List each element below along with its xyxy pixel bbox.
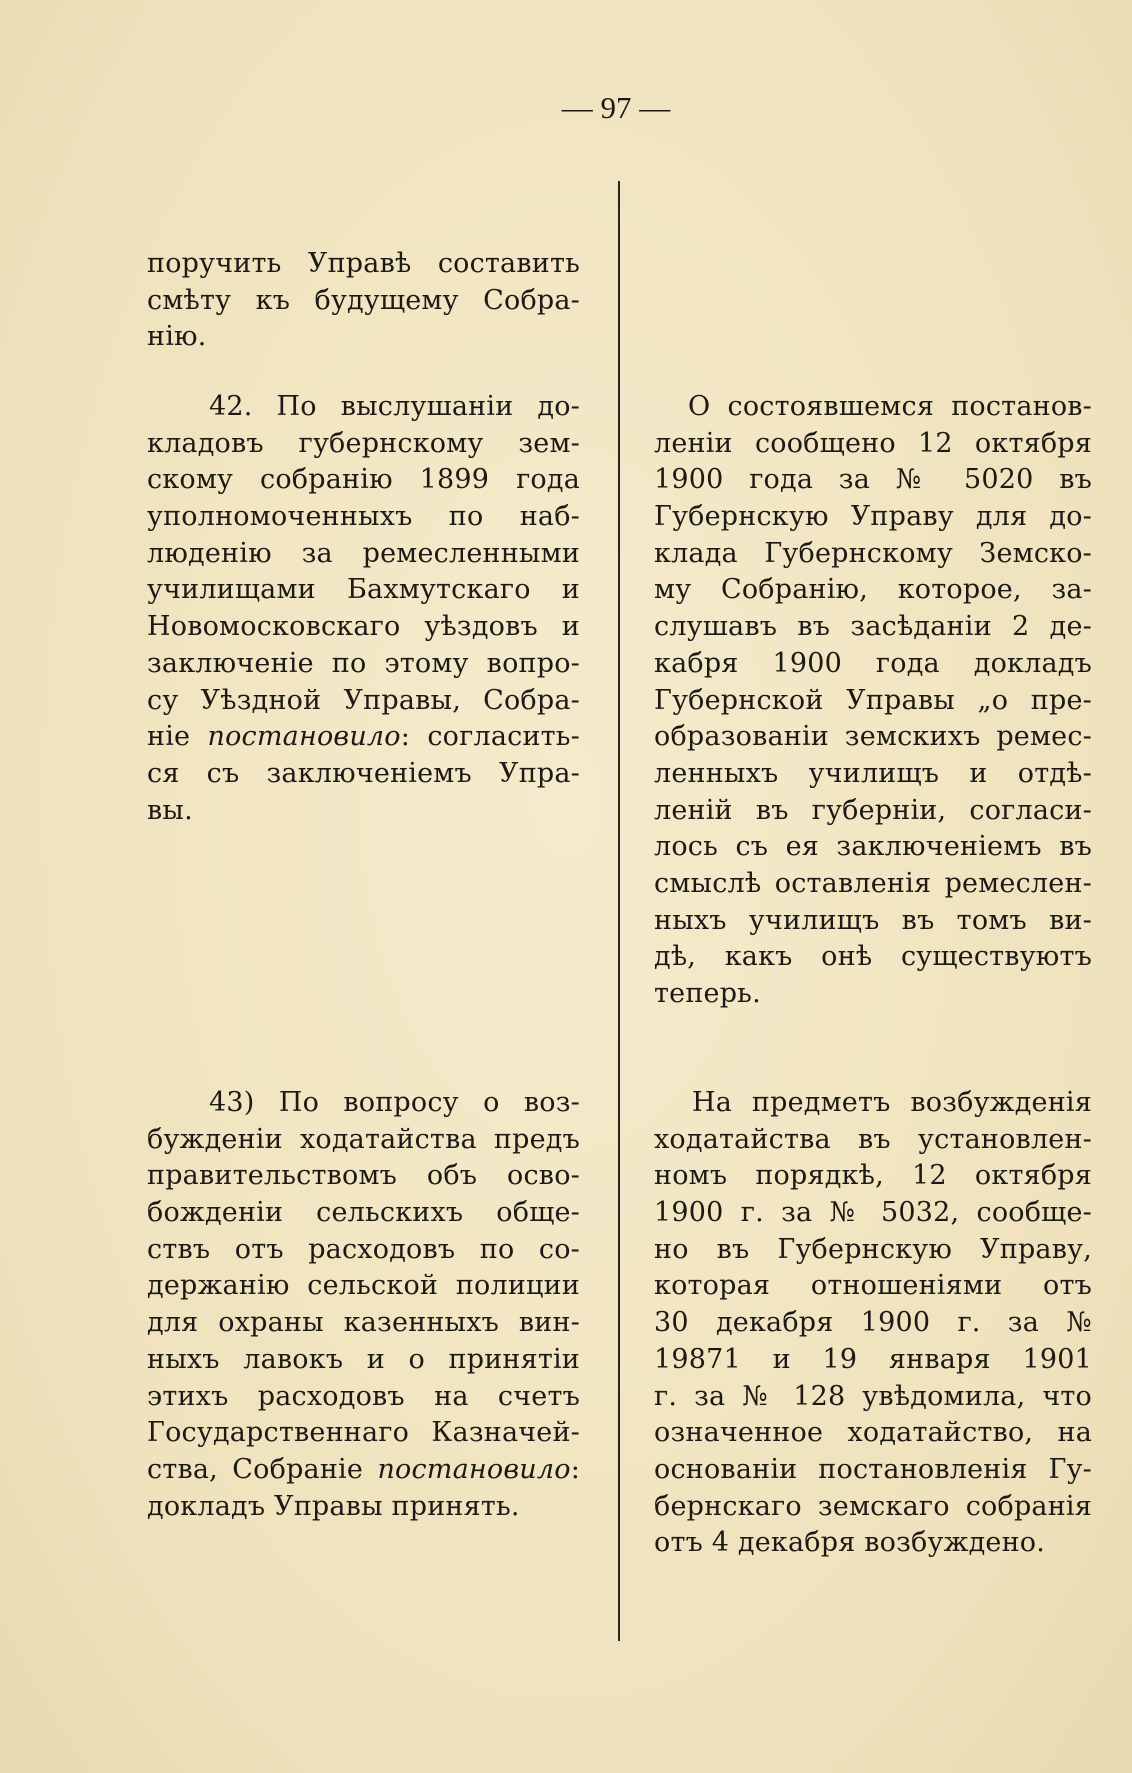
text-line: правительствомъ объ осво- bbox=[147, 1160, 580, 1192]
text-line: 1900 года за № 5020 въ bbox=[654, 464, 1092, 496]
text-line: смыслѣ оставленiя ремеслен- bbox=[654, 867, 1092, 899]
text-line: су Уѣздной Управы, Собра- bbox=[147, 684, 580, 716]
text-line: 30 декабря 1900 г. за № bbox=[654, 1307, 1092, 1339]
text-line: бужденiи ходатайства предъ bbox=[147, 1123, 580, 1155]
italic-term: постановило bbox=[377, 1453, 571, 1485]
left-paragraph-42 bbox=[147, 389, 580, 829]
text-line: уполномоченныхъ по наб- bbox=[147, 501, 580, 533]
text-line: ныхъ лавокъ и о принятiи bbox=[147, 1343, 580, 1375]
text-line: докладъ Управы принять. bbox=[147, 1490, 520, 1522]
right-paragraph-resolution-42 bbox=[654, 389, 1092, 1013]
text-line: вы. bbox=[147, 794, 193, 826]
text-segment: нiе bbox=[147, 721, 208, 753]
text-line: Губернскую Управу для до- bbox=[654, 501, 1092, 533]
text-line: номъ порядкѣ, 12 октября bbox=[654, 1160, 1092, 1192]
left-paragraph-continuation bbox=[147, 246, 580, 356]
text-line: кабря 1900 года докладъ bbox=[654, 647, 1092, 679]
text-line: образованiи земскихъ ремес- bbox=[654, 721, 1092, 753]
text-line: этихъ расходовъ на счетъ bbox=[147, 1380, 580, 1412]
page-number: — 97 — bbox=[561, 90, 671, 125]
text-line: ленiи сообщено 12 октября bbox=[654, 427, 1092, 459]
text-line: ленiй въ губернiи, согласи- bbox=[654, 794, 1092, 826]
text-line: Новомосковскаго уѣздовъ и bbox=[147, 611, 580, 643]
left-paragraph-43 bbox=[147, 1085, 580, 1525]
text-line: держанiю сельской полиции bbox=[147, 1270, 580, 1302]
text-line: О состоявшемся постанов- bbox=[688, 391, 1092, 422]
text-line: му Собранiю, которое, за- bbox=[654, 574, 1092, 606]
text-line: слушавъ въ засѣданiи 2 де- bbox=[654, 611, 1092, 643]
italic-term: постановило bbox=[207, 721, 401, 753]
text-line: ся съ заключенiемъ Упра- bbox=[147, 757, 580, 789]
text-line: дѣ, какъ онѣ существуютъ bbox=[654, 941, 1092, 973]
text-line: божденiи сельскихъ обще- bbox=[147, 1197, 580, 1229]
text-segment: : согласить- bbox=[400, 721, 580, 753]
text-line: г. за № 128 увѣдомила, что bbox=[654, 1380, 1092, 1412]
text-line: ствъ отъ расходовъ по со- bbox=[147, 1233, 580, 1265]
text-line: училищами Бахмутскаго и bbox=[147, 574, 580, 606]
text-line: Государственнаго Казначей- bbox=[147, 1417, 580, 1449]
text-line: 43) По вопросу о воз- bbox=[209, 1087, 580, 1118]
text-line: означенное ходатайство, на bbox=[654, 1417, 1092, 1449]
text-line: бернскаго земскаго собранiя bbox=[654, 1490, 1092, 1522]
text-line: Губернской Управы „о пре- bbox=[654, 684, 1092, 716]
text-line: 1900 г. за № 5032, сообще- bbox=[654, 1197, 1092, 1229]
text-segment: : bbox=[570, 1453, 580, 1485]
text-line: ныхъ училищъ въ томъ ви- bbox=[654, 904, 1092, 936]
text-line: смѣту къ будущему Собра- bbox=[147, 284, 580, 316]
text-line: ходатайства въ установлен- bbox=[654, 1123, 1092, 1155]
text-line bbox=[147, 1452, 580, 1489]
text-line: кладовъ губернскому зем- bbox=[147, 427, 580, 459]
text-line: клада Губернскому Земско- bbox=[654, 537, 1092, 569]
text-line: На предметъ возбужденiя bbox=[692, 1087, 1092, 1118]
text-line: основанiи постановленiя Гу- bbox=[654, 1453, 1092, 1485]
column-divider bbox=[618, 181, 620, 1641]
text-line: теперь. bbox=[654, 978, 761, 1009]
text-line: люденiю за ремесленными bbox=[147, 537, 580, 569]
text-line: нiю. bbox=[147, 321, 207, 353]
text-line bbox=[147, 719, 580, 756]
text-line: для охраны казенныхъ вин- bbox=[147, 1307, 580, 1339]
text-line: скому собранiю 1899 года bbox=[147, 464, 580, 496]
text-line: ленныхъ училищъ и отдѣ- bbox=[654, 757, 1092, 789]
text-line: 19871 и 19 января 1901 bbox=[654, 1343, 1092, 1375]
text-line: которая отношенiями отъ bbox=[654, 1270, 1092, 1302]
text-line: 42. По выслушанiи до- bbox=[209, 391, 580, 422]
text-line: но въ Губернскую Управу, bbox=[654, 1233, 1092, 1265]
text-line: заключенiе по этому вопро- bbox=[147, 647, 580, 679]
text-segment: ства, Собранiе bbox=[147, 1453, 378, 1485]
text-line: лось съ ея заключенiемъ въ bbox=[654, 831, 1092, 863]
right-paragraph-resolution-43 bbox=[654, 1085, 1092, 1562]
text-line: отъ 4 декабря возбуждено. bbox=[654, 1527, 1046, 1559]
text-line: поручить Управѣ составить bbox=[147, 248, 580, 279]
